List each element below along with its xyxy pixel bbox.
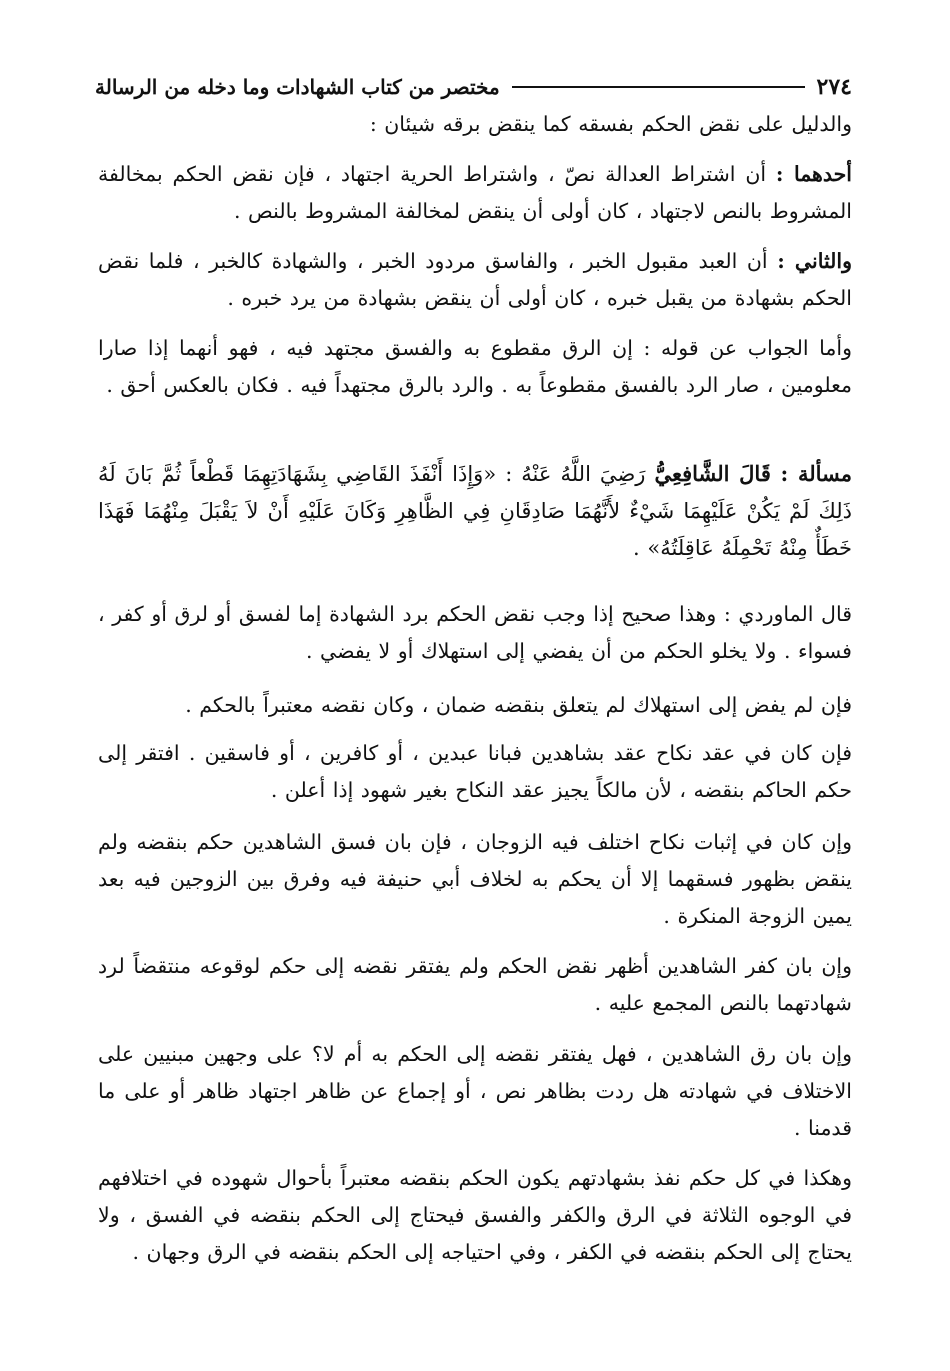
paragraph-text: وإن بان كفر الشاهدين أظهر نقض الحكم ولم يفتقر نقضه إلى حكم لوقوعه منتقضاً لرد شهادتهما بالنص المجمع عليه . — [98, 954, 852, 1015]
paragraph-text: أن اشتراط العدالة نصّ ، واشتراط الحرية اجتهاد ، فإن نقض الحكم بمخالفة المشروط بالنص لاجتهاد ، كان أولى أن ينقض لمخالفة المشروط بالنص . — [98, 162, 852, 223]
paragraph-text: والدليل على نقض الحكم بفسقه كما ينقض برقه شيئان : — [369, 112, 852, 136]
paragraph-1 — [98, 106, 852, 143]
paragraph-text: وأما الجواب عن قوله : إن الرق مقطوع به والفسق مجتهد فيه ، فهو أنهما إذا صارا معلومين ، صار الرد بالفسق مقطوعاً به . والرد بالرق مجتهداً فيه . فكان بالعكس أحق . — [98, 336, 852, 397]
paragraph-lead: والثاني : — [777, 249, 852, 273]
paragraph-lead: أحدهما : — [775, 162, 852, 186]
paragraph-text: قال الماوردي : وهذا صحيح إذا وجب نقض الحكم برد الشهادة إما لفسق أو لرق أو كفر ، فسواء . ولا يخلو الحكم من أن يفضي إلى استهلاك أو لا يفضي . — [98, 602, 852, 663]
paragraph-4 — [98, 330, 852, 404]
paragraph-text: فإن كان في عقد نكاح عقد بشاهدين فبانا عبدين ، أو كافرين ، أو فاسقين . افتقر إلى حكم الحاكم بنقضه ، لأن مالكاً يجيز عقد النكاح بغير شهود إذا أعلن . — [98, 741, 852, 802]
paragraph-7 — [98, 687, 852, 724]
paragraph-lead: مسألة : قَالَ الشَّافِعِيُّ — [654, 461, 852, 486]
paragraph-text: رَضِيَ اللَّهُ عَنْهُ : «وَإِذَا أَنْفَذَ القَاضِي بِشَهَادَتِهِمَا قَطْعاً ثُمَّ بَانَ لَهُ ذَلِكَ لَمْ يَكُنْ عَلَيْهِمَا شَيْءٌ لأَنَّهُمَا صَادِقَانِ فِي الظَّاهِرِ وَكَانَ عَلَيْهِ أَنْ لاَ يَقْبَلَ مِنْهُمَا فَهَذَا خَطَأٌ مِنْهُ تَحْمِلَهُ عَاقِلَتُهُ» . — [98, 462, 852, 560]
paragraph-8 — [98, 735, 852, 809]
paragraph-text: فإن لم يفض إلى استهلاك لم يتعلق بنقضه ضمان ، وكان نقضه معتبراً بالحكم . — [185, 693, 852, 717]
header-rule — [512, 86, 805, 88]
running-header — [95, 72, 852, 102]
paragraph-3 — [98, 243, 852, 317]
paragraph-12 — [98, 1160, 852, 1271]
paragraph-text: أن العبد مقبول الخبر ، والفاسق مردود الخبر ، والشهادة كالخبر ، فلما نقض الحكم بشهادة من يقبل خبره ، كان أولى أن ينقض بشهادة من يرد خبره . — [98, 249, 852, 310]
running-title: مختصر من كتاب الشهادات وما دخله من الرسالة — [95, 75, 500, 99]
paragraph-6 — [98, 596, 852, 670]
paragraph-text: وإن كان في إثبات نكاح اختلف فيه الزوجان ، فإن بان فسق الشاهدين حكم بنقضه ولم ينقض بظهور فسقهما إلا أن يحكم به لخلاف أبي حنيفة فيه وفرق بين الزوجين فيه بعد يمين الزوجة المنكرة . — [98, 830, 852, 928]
paragraph-10 — [98, 948, 852, 1022]
paragraph-5 — [98, 455, 852, 567]
paragraph-11 — [98, 1036, 852, 1147]
paragraph-2 — [98, 156, 852, 230]
paragraph-9 — [98, 824, 852, 935]
paragraph-text: وإن بان رق الشاهدين ، فهل يفتقر نقضه إلى الحكم به أم لا؟ على وجهين مبنيين على الاختلاف في شهادته هل ردت بظاهر نص ، أو إجماع عن ظاهر اجتهاد ظاهر أو على ما قدمنا . — [98, 1042, 852, 1140]
page-number: ٢٧٤ — [816, 74, 852, 100]
paragraph-text: وهكذا في كل حكم نفذ بشهادتهم يكون الحكم بنقضه معتبراً بأحوال شهوده في اختلافهم في الوجوه الثلاثة في الرق والكفر والفسق فيحتاج إلى الحكم بنقضه في الفسق ، ولا يحتاج إلى الحكم بنقضه في الكفر ، وفي احتياجه إلى الحكم بنقضه في الرق وجهان . — [98, 1166, 852, 1264]
